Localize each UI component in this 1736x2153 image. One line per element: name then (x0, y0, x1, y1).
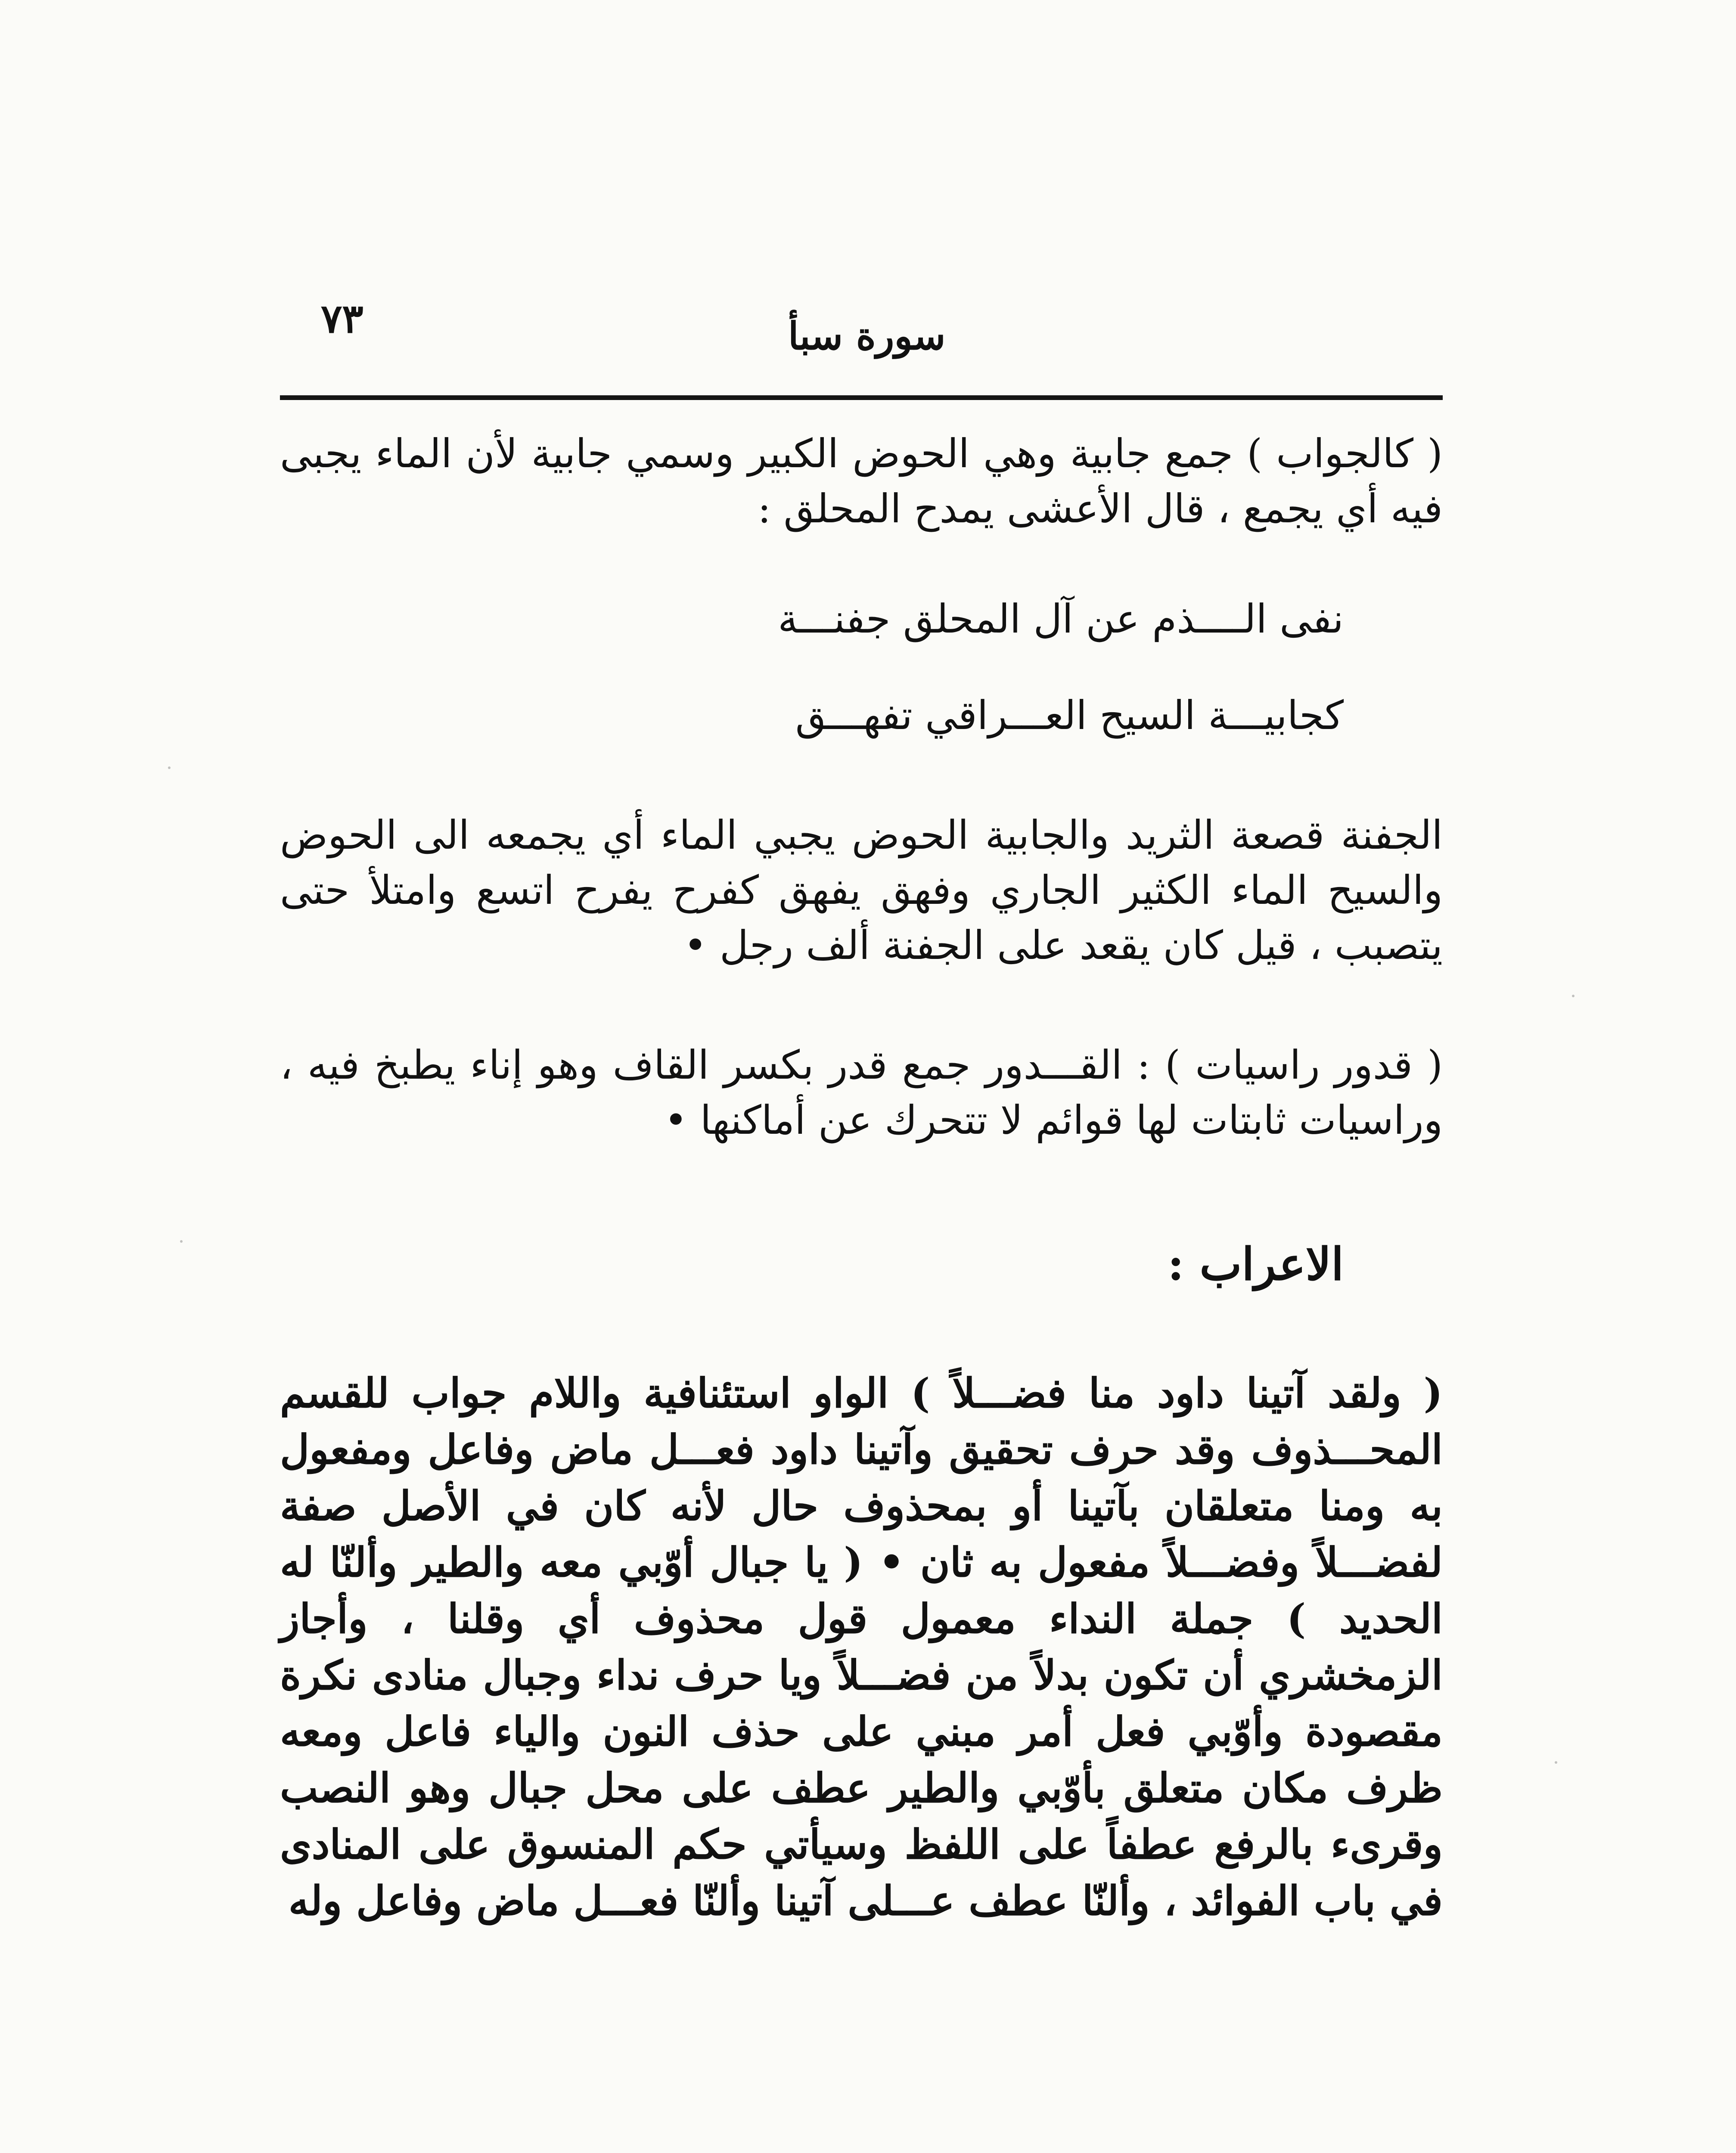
vocabulary-note-qudur: ( قدور راسيات ) : القـــدور جمع قدر بكسر القاف وهو إناء يطبخ فيه ، وراسيات ثابتات لها قوائم لا تتحرك عن أماكنها • (280, 1042, 1443, 1143)
irab-heading: الاعراب : (1167, 1238, 1344, 1291)
header-rule (280, 395, 1443, 400)
poem-line-2: كجابيـــة السيح العـــراقي تفهـــق (795, 692, 1344, 738)
irab-paragraph: ( ولقد آتينا داود منا فضـــلاً ) الواو استئنافية واللام جواب للقسم المحـــذوف وقد حرف تحقيق وآتينا داود فعـــل ماض وفاعل ومفعول به ومنا متعلقان بآتينا أو بمحذوف حال لأنه كان في الأصل صفة لفضـــلاً وفضـــلاً مفعول به ثان • ( يا جبال أوّبي معه والطير وألنّا له الحديد ) جملة النداء معمول قول محذوف أي وقلنا ، وأجاز الزمخشري أن تكون بدلاً من فضـــلاً ويا حرف نداء وجبال منادى نكرة مقصودة وأوّبي فعل أمر مبني على حذف النون والياء فاعل ومعه ظرف مكان متعلق بأوّبي والطير عطف على محل جبال وهو النصب وقرىء بالرفع عطفاً على اللفظ وسيأتي حكم المنسوق على المنادى في باب الفوائد ، وألنّا عطف عـــلى آتينا وألنّا فعـــل ماض وفاعل وله (280, 1370, 1443, 1925)
page-number: ٧٣ (321, 295, 363, 342)
poem-quote (280, 592, 1443, 743)
poem-line-1: نفى الــــذم عن آل المحلق جفنـــة (778, 596, 1344, 642)
poem-explanation: الجفنة قصعة الثريد والجابية الحوض يجبي الماء أي يجمعه الى الحوض والسيح الماء الكثير الجاري وفهق يفهق كفرح يفرح اتسع وامتلأ حتى يتصبب ، قيل كان يقعد على الجفنة ألف رجل • (280, 812, 1443, 968)
scan-speck (1555, 1761, 1557, 1764)
scan-speck (1572, 995, 1575, 997)
vocabulary-note-jawab: ( كالجواب ) جمع جابية وهي الحوض الكبير وسمي جابية لأن الماء يجبى فيه أي يجمع ، قال الأعشى يمدح المحلق : (280, 431, 1443, 532)
page-content (280, 426, 1443, 2153)
scan-speck (180, 1240, 183, 1243)
running-title: سورة سبأ (788, 313, 946, 358)
scan-speck (168, 766, 171, 769)
page-header (280, 297, 1443, 375)
